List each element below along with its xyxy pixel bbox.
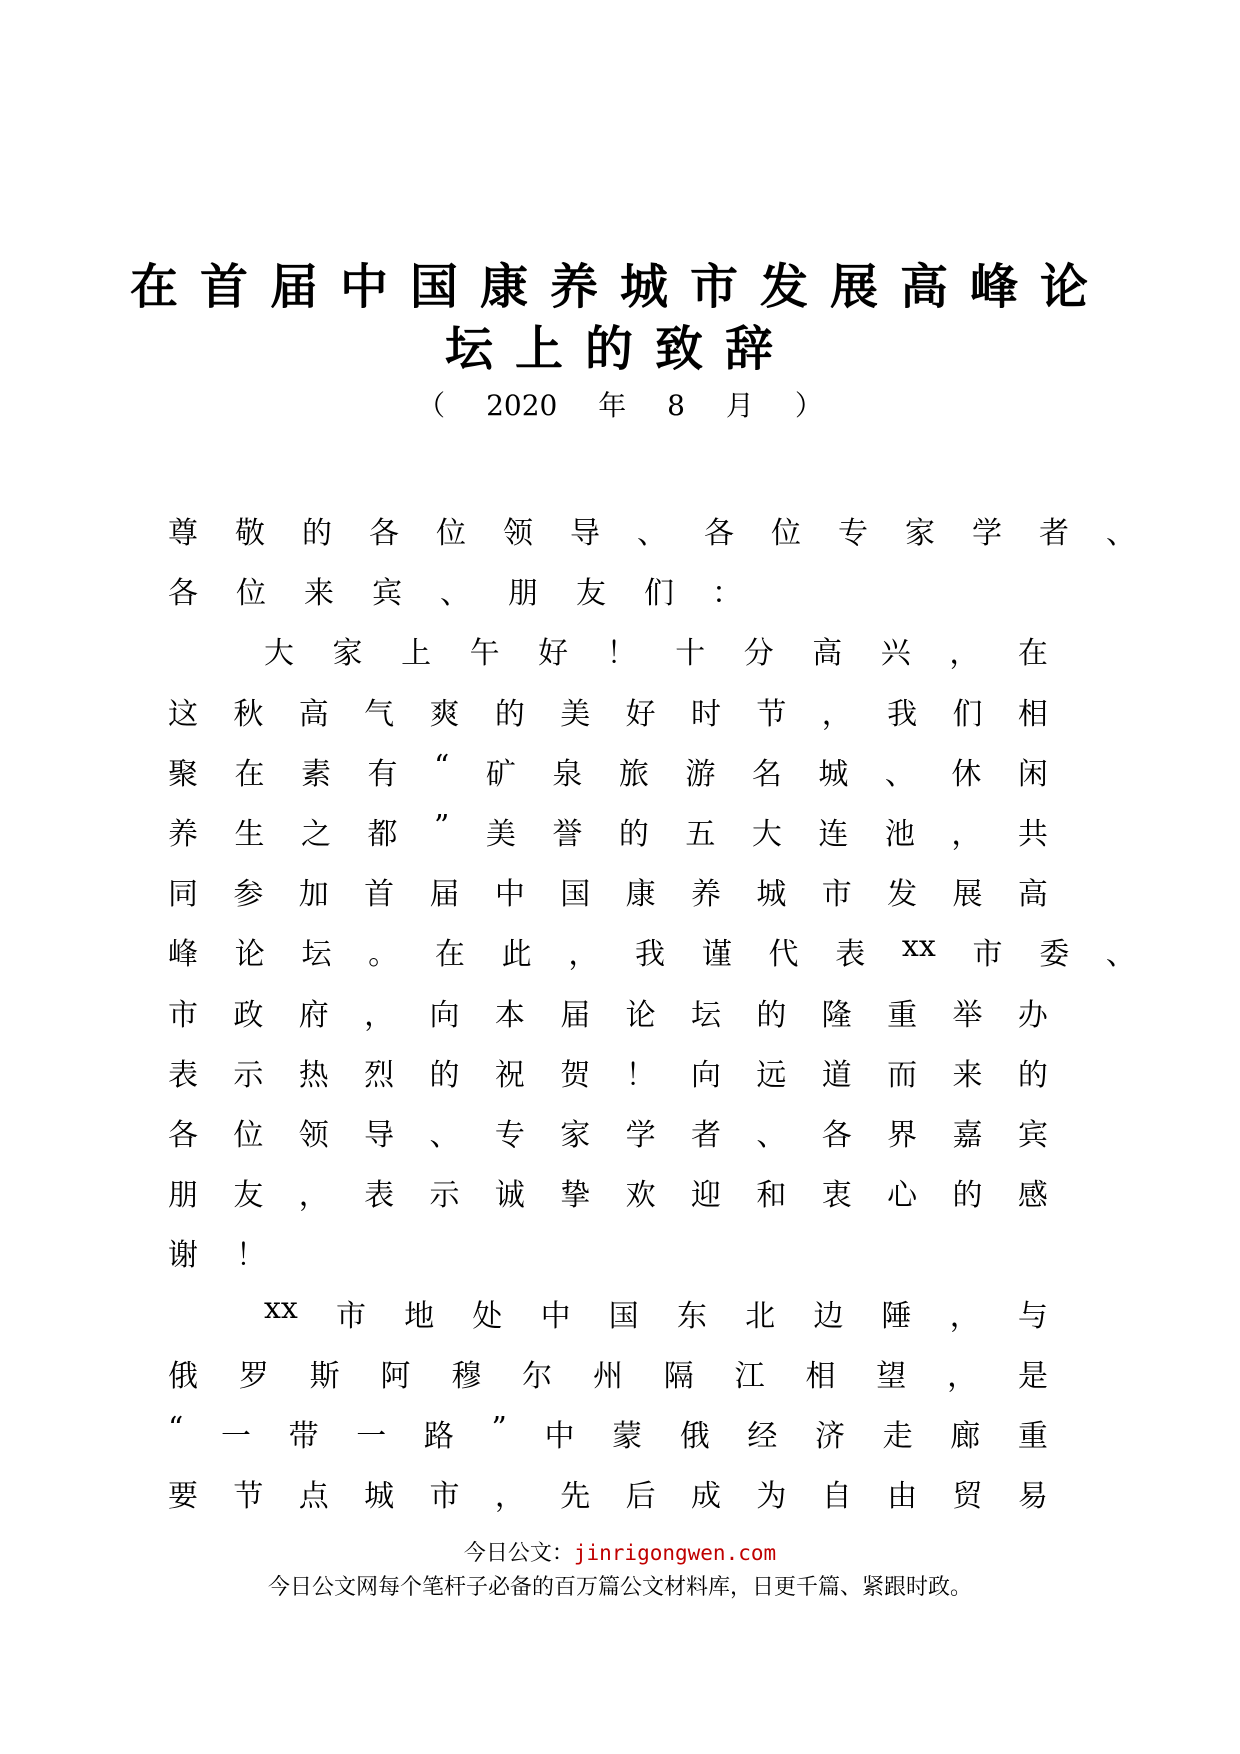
document-title-line-1: 在首届中国康养城市发展高峰论 [129,259,1110,315]
body-line: 朋 友 ， 表 示 诚 挚 欢 迎 和 衷 心 的 感 [168,1178,1048,1213]
body-line: 尊 敬 的 各 位 领 导 、 各 位 专 家 学 者 、 [168,516,1136,551]
document-title-line-2: 坛上的致辞 [444,321,795,377]
footer-label: 今日公文： [463,1541,574,1566]
footer-site-line [0,1536,1240,1567]
body-line: 各 位 领 导 、 专 家 学 者 、 各 界 嘉 宾 [168,1118,1048,1153]
date-month-unit: 月 [725,389,754,422]
body-line: 谢 ！ [168,1238,266,1273]
body-line: 峰 论 坛 。 在 此 ， 我 谨 代 表 xx 市 委 、 [168,929,1136,972]
body-line: 要 节 点 城 市 ， 先 后 成 为 自 由 贸 易 [168,1479,1048,1514]
date-open-paren: （ [417,389,446,422]
body-line: 大 家 上 午 好 ！ 十 分 高 兴 ， 在 [264,636,1048,671]
body-line: 这 秋 高 气 爽 的 美 好 时 节 ， 我 们 相 [168,697,1048,732]
body-line: xx 市 地 处 中 国 东 北 边 陲 ， 与 [264,1291,1048,1334]
body-line: 同 参 加 首 届 中 国 康 养 城 市 发 展 高 [168,877,1048,912]
date-year: 2020 [486,389,558,422]
footer-url-link[interactable]: jinrigongwen.com [573,1541,777,1565]
body-line: 各 位 来 宾 、 朋 友 们 ： [168,576,742,611]
body-line: 聚 在 素 有 “ 矿 泉 旅 游 名 城 、 休 闲 [168,749,1048,792]
date-month: 8 [667,389,685,422]
body-line: 表 示 热 烈 的 祝 贺 ！ 向 远 道 而 来 的 [168,1058,1048,1093]
date-close-paren: ） [794,389,823,422]
body-line: 市 政 府 ， 向 本 届 论 坛 的 隆 重 举 办 [168,998,1048,1033]
footer-tagline: 今日公文网每个笔杆子必备的百万篇公文材料库，日更千篇、紧跟时政。 [267,1575,972,1600]
date-year-unit: 年 [598,389,627,422]
document-date [0,384,1240,424]
body-line: 养 生 之 都 ” 美 誉 的 五 大 连 池 ， 共 [168,809,1048,852]
body-line: “ 一 带 一 路 ” 中 蒙 俄 经 济 走 廊 重 [168,1411,1048,1454]
body-line: 俄 罗 斯 阿 穆 尔 州 隔 江 相 望 ， 是 [168,1359,1048,1394]
